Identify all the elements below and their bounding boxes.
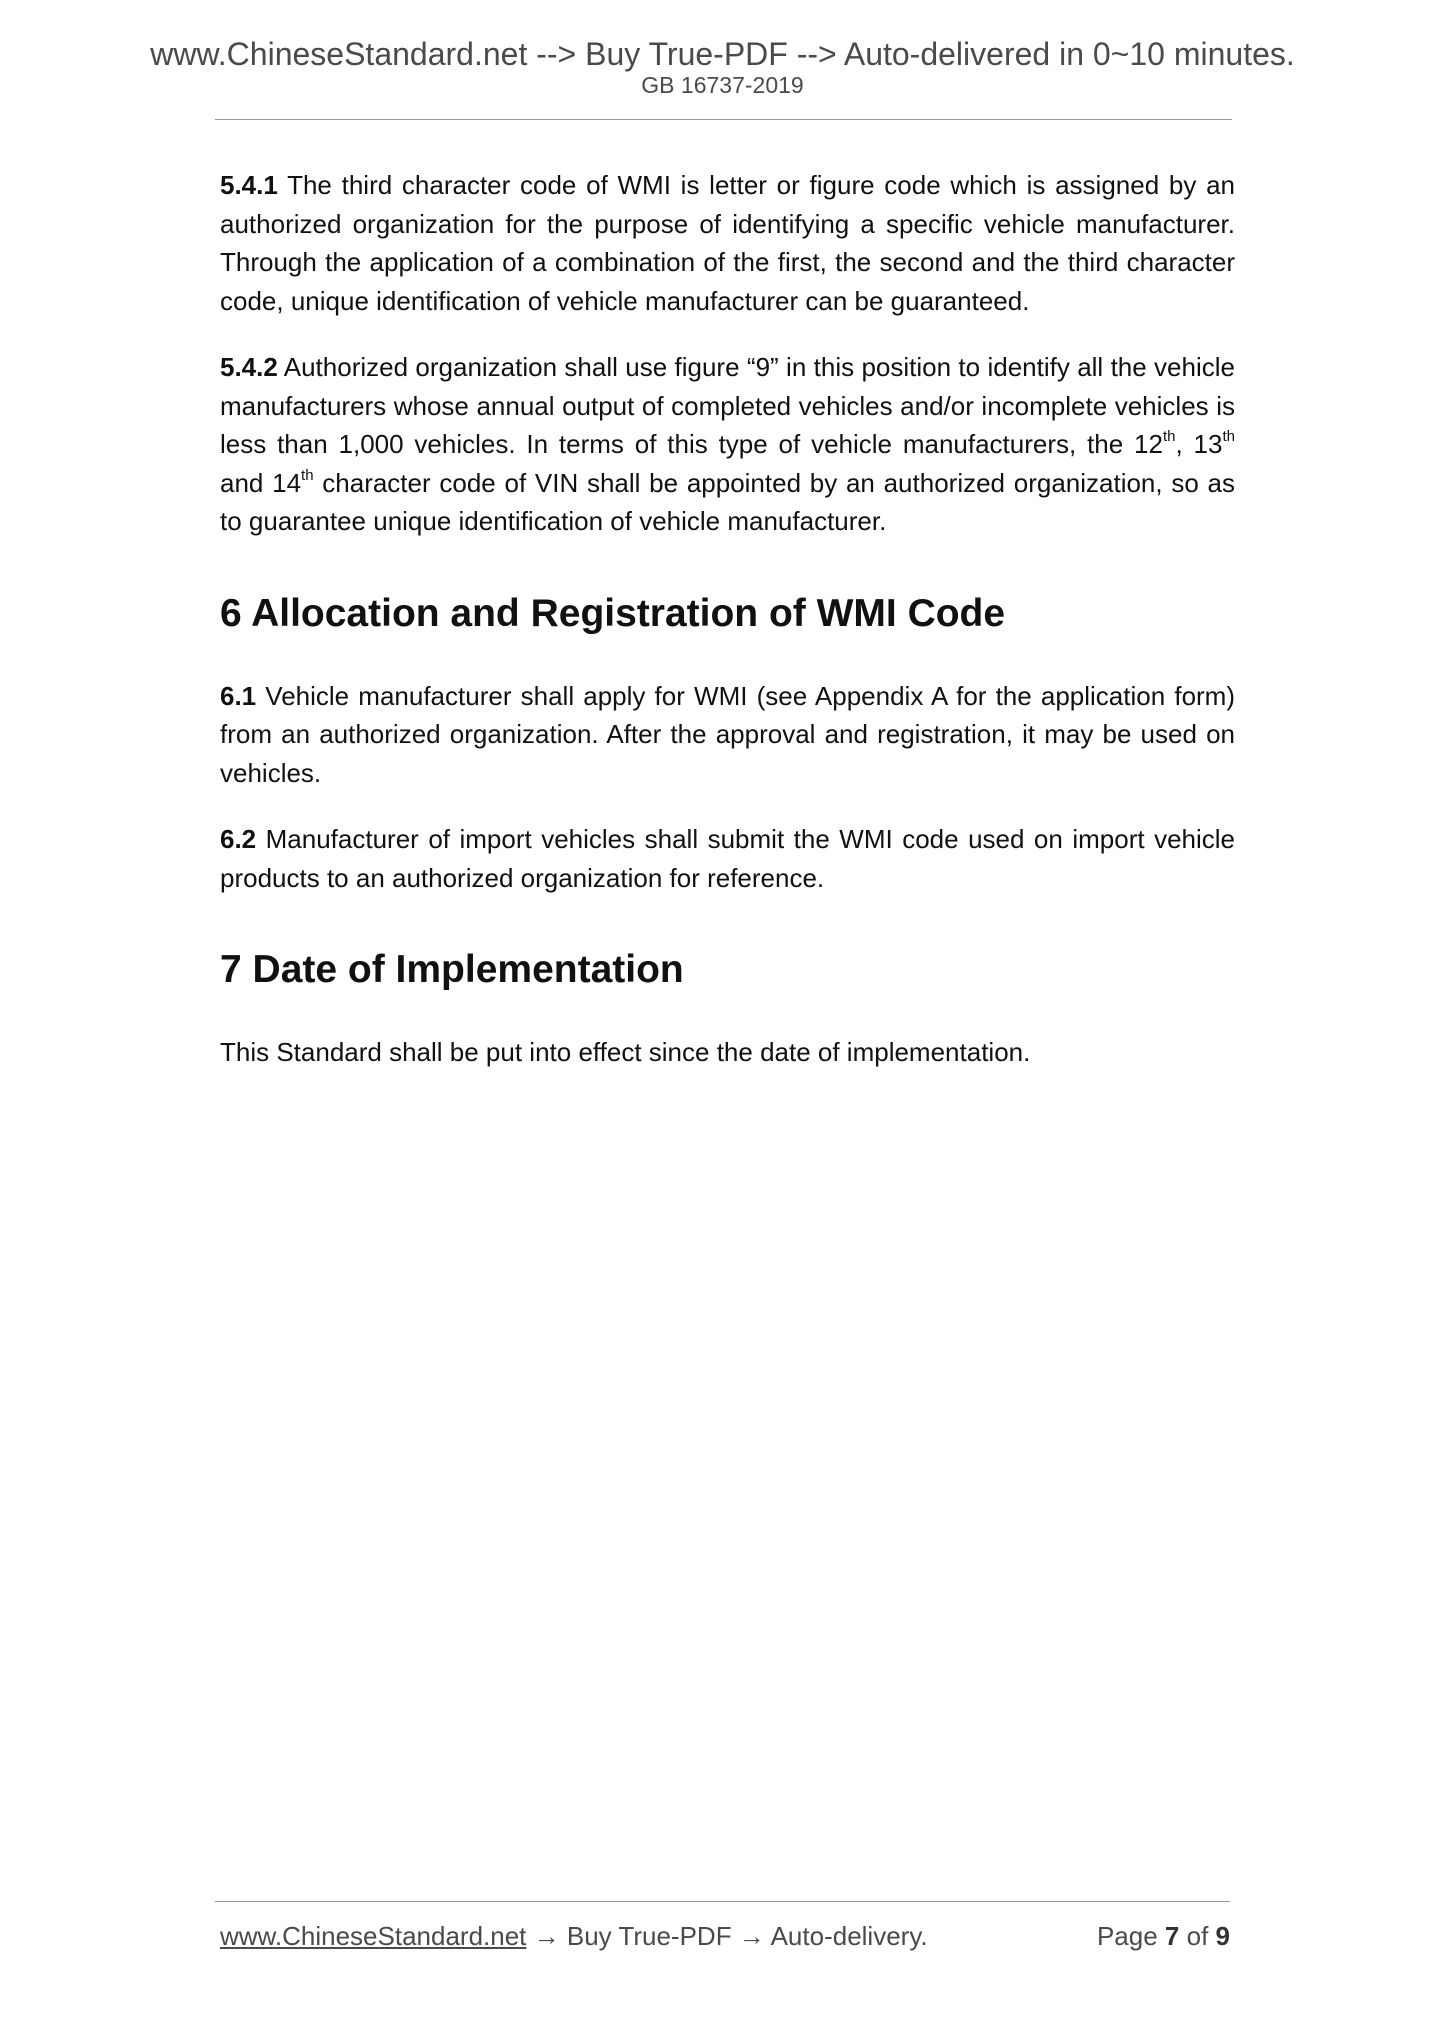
clause-text: character code of VIN shall be appointed by an authorized organization, so as to guarantee unique identification of vehicle manufacturer. bbox=[220, 467, 1235, 536]
clause-5-4-1 bbox=[220, 166, 1235, 320]
clause-number: 5.4.1 bbox=[220, 170, 278, 200]
clause-text: Vehicle manufacturer shall apply for WMI (see Appendix A for the application form) from an authorized organization. After the approval and registration, it may be used on vehicles. bbox=[220, 680, 1235, 788]
clause-text: and 14 bbox=[220, 467, 302, 498]
clause-text: Authorized organization shall use figure “9” in this position to identify all the vehicle manufacturers whose annual output of completed vehicles and/or incomplete vehicles is less than 1,000 vehicles. In terms of this type of vehicle manufacturers, the 12 bbox=[220, 352, 1235, 459]
arrow-right-icon: → bbox=[738, 1921, 765, 1951]
clause-text: The third character code of WMI is letter or figure code which is assigned by an authorized organization for the purpose of identifying a specific vehicle manufacturer. Through the application of a combination of the first, the second and the third character code, unique identification of vehicle manufacturer can be guaranteed. bbox=[220, 170, 1235, 316]
clause-text: This Standard shall be put into effect since the date of implementation. bbox=[220, 1037, 1031, 1067]
clause-number: 5.4.2 bbox=[220, 352, 278, 382]
clause-text: , 13 bbox=[1175, 429, 1223, 459]
ordinal-suffix: th bbox=[1222, 428, 1235, 446]
delivery-text: Auto-delivery. bbox=[764, 1921, 928, 1951]
clause-text: Manufacturer of import vehicles shall submit the WMI code used on import vehicle products to an authorized organization for reference. bbox=[220, 824, 1235, 893]
page-of: of bbox=[1179, 1921, 1216, 1951]
buy-text: Buy True-PDF bbox=[559, 1921, 739, 1951]
clause-6-2 bbox=[220, 820, 1235, 897]
page-total: 9 bbox=[1215, 1921, 1230, 1951]
page-label: Page bbox=[1096, 1921, 1165, 1951]
page-footer bbox=[220, 1920, 1230, 1952]
standard-code: GB 16737-2019 bbox=[641, 72, 804, 98]
clause-number: 6.2 bbox=[220, 824, 257, 854]
ordinal-suffix: th bbox=[301, 466, 314, 484]
document-body bbox=[220, 166, 1235, 1100]
site-banner: www.ChineseStandard.net --> Buy True-PDF --> Auto-delivered in 0~10 minutes. bbox=[150, 36, 1295, 72]
clause-number: 6.1 bbox=[220, 680, 257, 711]
page-current: 7 bbox=[1164, 1921, 1180, 1951]
clause-5-4-2 bbox=[220, 348, 1235, 541]
section-heading-7: 7 Date of Implementation bbox=[220, 948, 684, 991]
clause-6-1 bbox=[220, 677, 1235, 793]
site-link[interactable]: www.ChineseStandard.net bbox=[220, 1921, 527, 1951]
ordinal-suffix: th bbox=[1162, 428, 1176, 446]
footer-divider bbox=[215, 1901, 1230, 1902]
clause-7 bbox=[220, 1033, 1235, 1072]
page-indicator bbox=[1097, 1920, 1230, 1952]
section-heading-6: 6 Allocation and Registration of WMI Code bbox=[220, 591, 1006, 635]
arrow-right-icon: → bbox=[533, 1921, 560, 1951]
header-divider bbox=[215, 119, 1232, 120]
